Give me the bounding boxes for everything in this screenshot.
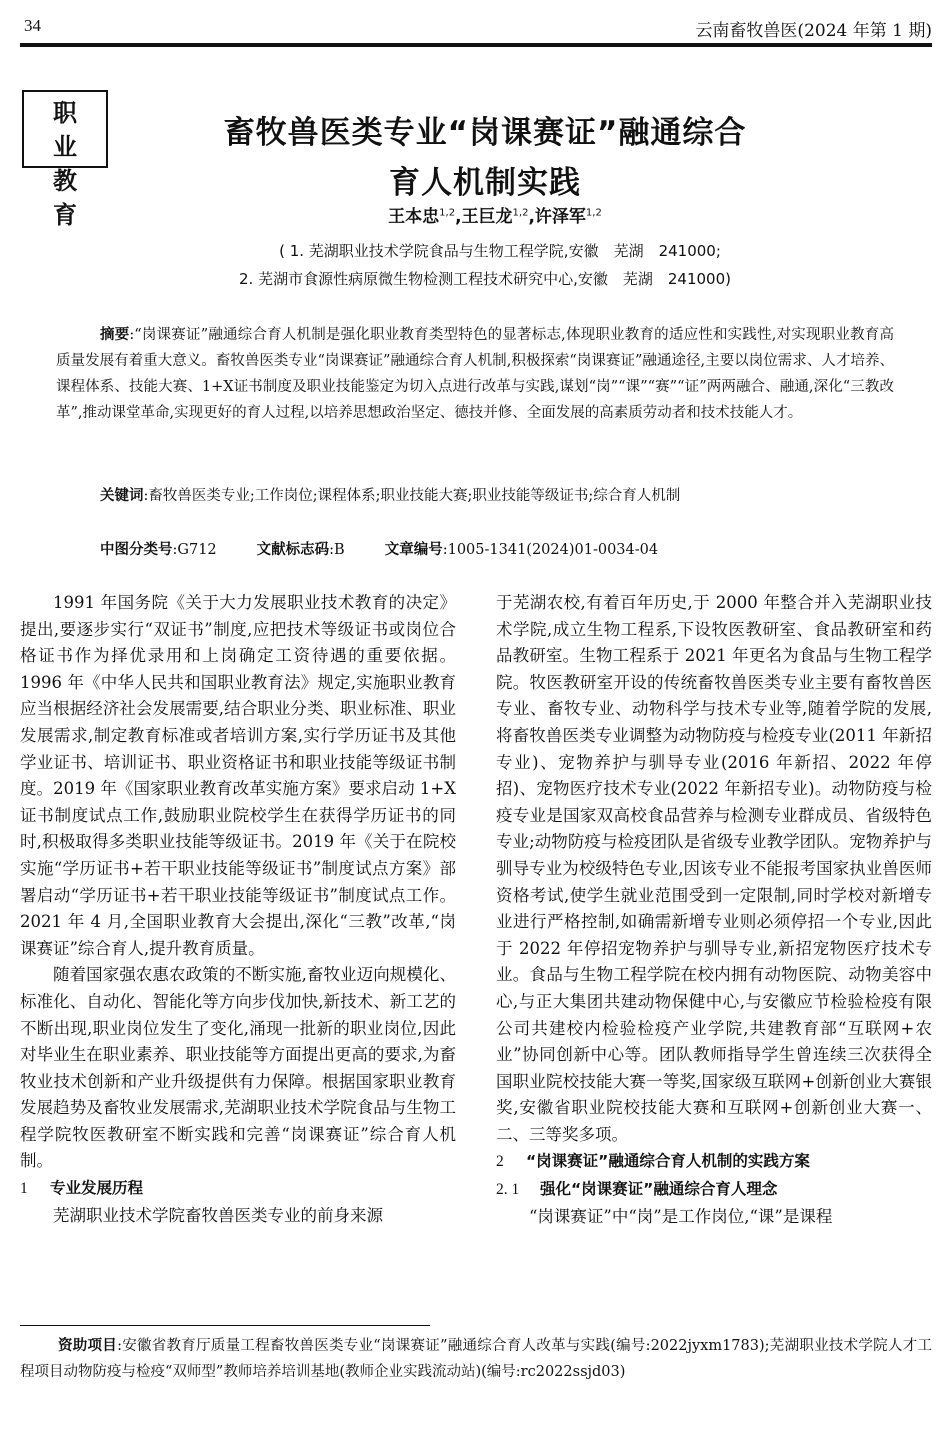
- footnote-rule: [20, 1325, 430, 1326]
- header-rule: [20, 43, 932, 47]
- journal-issue: 云南畜牧兽医(2024 年第 1 期): [695, 21, 932, 41]
- funding-label: 资助项目: [58, 1338, 118, 1354]
- section-heading: [20, 1175, 456, 1203]
- section-heading: [496, 1148, 932, 1176]
- author-name: 王巨龙: [461, 207, 513, 227]
- abstract-label: 摘要: [100, 327, 130, 343]
- section-title: “岗课赛证”融通综合育人机制的实践方案: [526, 1152, 810, 1171]
- affiliation-2: 2. 芜湖市食源性病原微生物检测工程技术研究中心,安徽 芜湖 241000): [239, 270, 731, 288]
- body-paragraph: 随着国家强农惠农政策的不断实施,畜牧业迈向规模化、标准化、自动化、智能化等方向步伐加快,新技术、新工艺的不断出现,职业岗位发生了变化,涌现一批新的职业岗位,因此对毕业生在职业素养、职业技能等方面提出更高的要求,为畜牧业技术创新和产业升级提供有力保障。根据国家职业教育发展趋势及畜牧业发展需求,芜湖职业技术学院食品与生物工程学院牧医教研室不断实践和完善“岗课赛证”综合育人机制。: [20, 965, 456, 1171]
- subsection-heading: [496, 1176, 932, 1204]
- section-label-line1: 职 业: [53, 99, 85, 161]
- clc-label: 中图分类号: [100, 542, 173, 558]
- article-title: [120, 108, 850, 208]
- doc-code-label: 文献标志码: [256, 542, 330, 558]
- section-label-box: [22, 90, 108, 229]
- author-affil-mark: 1,2: [512, 207, 529, 219]
- body-paragraph: 芜湖职业技术学院畜牧兽医类专业的前身来源: [53, 1205, 383, 1225]
- section-title: 专业发展历程: [50, 1179, 144, 1198]
- keywords-label: 关键词: [100, 488, 144, 504]
- doc-code-value: :B: [329, 542, 345, 558]
- body-paragraph: “岗课赛证”中“岗”是工作岗位,“课”是课程: [529, 1206, 833, 1226]
- abstract: [56, 322, 894, 426]
- subsection-title: 强化“岗课赛证”融通综合育人理念: [540, 1180, 778, 1199]
- subsection-number: 2. 1: [496, 1181, 520, 1199]
- author-affil-mark: 1,2: [439, 207, 456, 219]
- clc-value: :G712: [172, 542, 217, 558]
- author-affil-mark: 1,2: [585, 207, 602, 219]
- article-number-label: 文章编号: [384, 542, 443, 558]
- keywords-text: :畜牧兽医类专业;工作岗位;课程体系;职业技能大赛;职业技能等级证书;综合育人机制: [143, 488, 681, 504]
- body-column-right: [496, 590, 932, 1230]
- section-label-line2: 教 育: [53, 167, 85, 229]
- funding-footnote: [20, 1333, 932, 1385]
- section-number: 2: [496, 1153, 504, 1171]
- body-paragraph: 1991 年国务院《关于大力发展职业技术教育的决定》提出,要逐步实行“双证书”制度,应把技术等级证书或岗位合格证书作为择优录用和上岗确定工资待遇的重要依据。1996 年《中华人民共和国职业教育法》规定,实施职业教育应当根据经济社会发展需要,结合职业分类、职业标准、职业发展需求,制定教育标准或者培训方案,实行学历证书及其他学业证书、培训证书、职业资格证书和职业技能等级证书制度。2019 年《国家职业教育改革实施方案》要求启动 1+X 证书制度试点工作,鼓励职业院校学生在获得学历证书的同时,积极取得多类职业技能等级证书。2019 年《关于在院校实施“学历证书+若干职业技能等级证书”制度试点方案》部署启动“学历证书+若干职业技能等级证书”制度试点工作。2021 年 4 月,全国职业教育大会提出,深化“三教”改革,“岗课赛证”综合育人,提升教育质量。: [20, 593, 456, 958]
- page-number: 34: [24, 16, 41, 35]
- running-header: [20, 14, 932, 44]
- title-line1: 畜牧兽医类专业“岗课赛证”融通综合: [223, 115, 747, 151]
- section-number: 1: [20, 1180, 28, 1198]
- keywords: [100, 483, 894, 509]
- author-name: 王本忠: [388, 207, 440, 227]
- title-line2: 育人机制实践: [389, 165, 581, 201]
- abstract-text: :“岗课赛证”融通综合育人机制是强化职业教育类型特色的显著标志,体现职业教育的适应性和实践性,对实现职业教育高质量发展有着重大意义。畜牧兽医类专业“岗课赛证”融通综合育人机制,积极探索“岗课赛证”融通途径,主要以岗位需求、人才培养、课程体系、技能大赛、1+X证书制度及职业技能鉴定为切入点进行改革与实践,谋划“岗”“课”“赛”“证”两两融合、融通,深化“三教改革”,推动课堂革命,实现更好的育人过程,以培养思想政治坚定、德技并修、全面发展的高素质劳动者和技术技能人才。: [56, 327, 894, 421]
- body-column-left: [20, 590, 456, 1229]
- funding-text: :安徽省教育厅质量工程畜牧兽医类专业“岗课赛证”融通综合育人改革与实践(编号:2022jyxm1783);芜湖职业技术学院人才工程项目动物防疫与检疫“双师型”教师培养培训基地(教师企业实践流动站)(编号:rc2022ssjd03): [20, 1338, 932, 1380]
- author-name: 许泽军: [534, 207, 586, 227]
- author-list: 王本忠$^{1,2}$,王巨龙$^{1,2}$,许泽军$^{1,2}$: [388, 207, 602, 227]
- classification-line: [100, 538, 658, 559]
- article-number-value: :1005-1341(2024)01-0034-04: [442, 542, 659, 558]
- affiliation-1: ( 1. 芜湖职业技术学院食品与生物工程学院,安徽 芜湖 241000;: [279, 242, 721, 260]
- body-paragraph: 于芜湖农校,有着百年历史,于 2000 年整合并入芜湖职业技术学院,成立生物工程系,下设牧医教研室、食品教研室和药品教研室。生物工程系于 2021 年更名为食品与生物工程学院。牧医教研室开设的传统畜牧兽医类专业主要有畜牧兽医专业、畜牧专业、动物科学与技术专业等,随着学院的发展,将畜牧兽医类专业调整为动物防疫与检疫专业(2011 年新招专业)、宠物养护与驯导专业(2016 年新招、2022 年停招)、宠物医疗技术专业(2022 年新招专业)。动物防疫与检疫专业是国家双高校食品营养与检测专业群成员、省级特色专业;动物防疫与检疫团队是省级专业教学团队。宠物养护与驯导专业为校级特色专业,因该专业不能报考国家执业兽医师资格考试,使学生就业范围受到一定限制,同时学校对新增专业进行严格控制,如确需新增专业则必须停招一个专业,因此于 2022 年停招宠物养护与驯导专业,新招宠物医疗技术专业。食品与生物工程学院在校内拥有动物医院、动物美容中心,与正大集团共建动物保健中心,与安徽应节检验检疫有限公司共建校内检验检疫产业学院,共建教育部“互联网+农业”协同创新中心等。团队教师指导学生曾连续三次获得全国职业院校技能大赛一等奖,国家级互联网+创新创业大赛银奖,安徽省职业院校技能大赛和互联网+创新创业大赛一、二、三等奖多项。: [496, 593, 932, 1144]
